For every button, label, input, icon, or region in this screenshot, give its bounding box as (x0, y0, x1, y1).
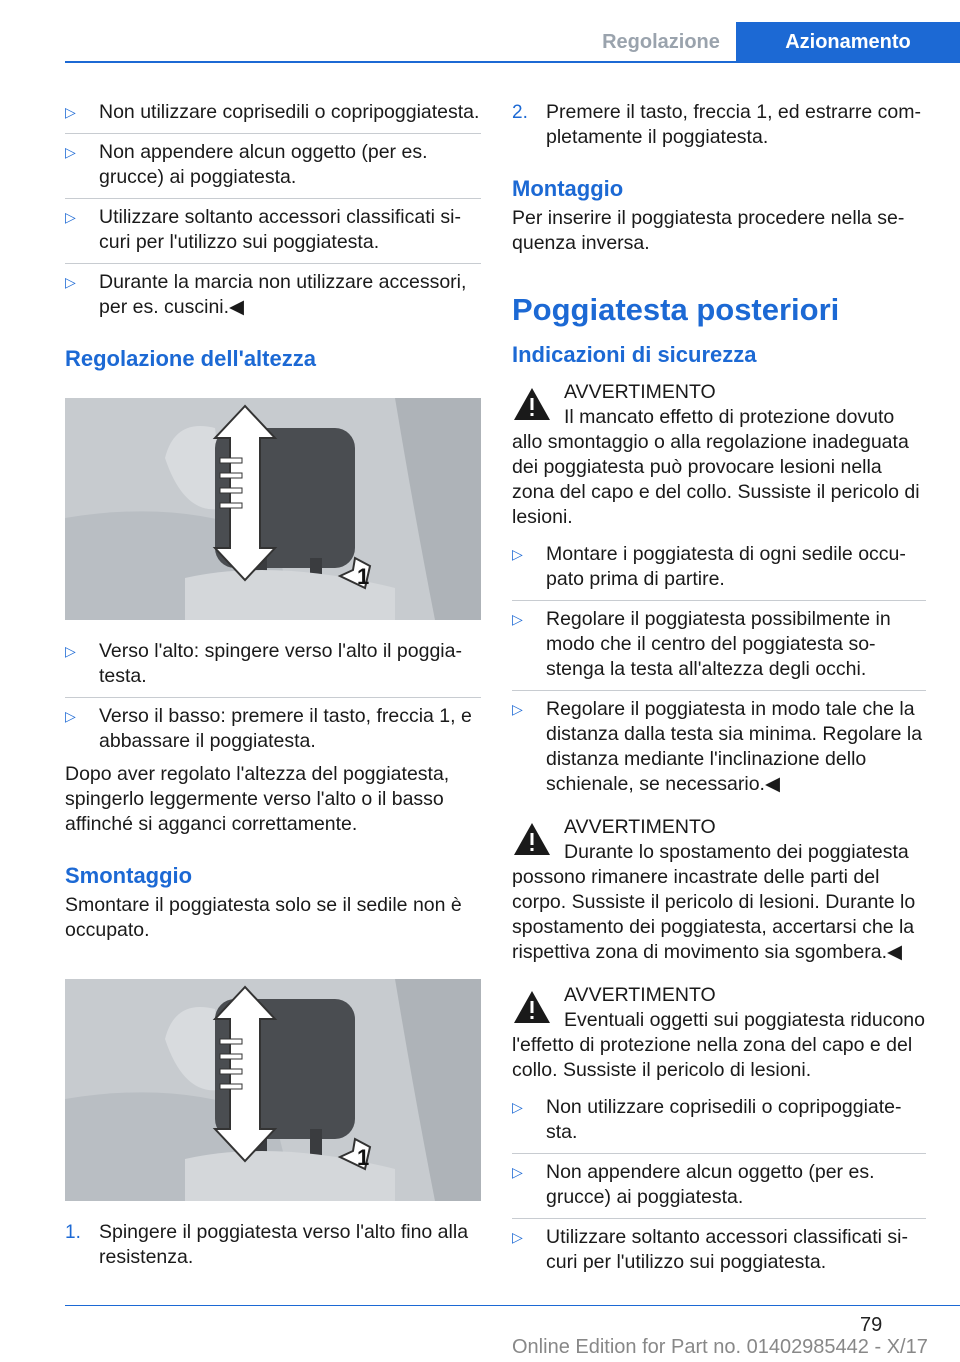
warning-block (512, 815, 926, 965)
bullet-item: ▷ Montare i poggiatesta di ogni sedile occupato prima di partire. (512, 543, 906, 590)
step-item: 2. Premere il tasto, freccia 1, ed estrarre completamente il poggiatesta. (512, 101, 921, 148)
bullet-item: ▷ Durante la marcia non utilizzare accessori, per es. cuscini.◀ (65, 263, 481, 320)
warning-triangle-icon (512, 989, 552, 1025)
bullet-item: ▷ Regolare il poggiatesta in modo tale che la distanza dalla testa sia minima. Regolare la distanza mediante l'inclinazione dello schienale, se necessario.◀ (512, 690, 926, 797)
triangle-bullet-icon: ▷ (65, 643, 76, 659)
triangle-bullet-icon: ▷ (512, 1164, 523, 1180)
headrest-adjust-illustration (65, 398, 481, 620)
triangle-bullet-icon: ▷ (512, 611, 523, 627)
paragraph-montaggio: Per inserire il poggiatesta procedere nella sequenza inversa. (512, 207, 905, 254)
online-edition: Online Edition for Part no. 01402985442 - X/17 (512, 1336, 928, 1358)
heading-poggiatesta-posteriori: Poggiatesta posteriori (512, 292, 840, 327)
triangle-bullet-icon: ▷ (512, 1229, 523, 1245)
triangle-bullet-icon: ▷ (65, 144, 76, 160)
header-rule (65, 61, 960, 63)
arrow-label: 1 (357, 1145, 370, 1170)
heading-regolazione-altezza: Regolazione dell'altezza (65, 346, 316, 371)
bullet-item: ▷ Non appendere alcun oggetto (per es. grucce) ai poggiatesta. (65, 133, 481, 190)
warning-triangle-icon (512, 386, 552, 422)
bullet-item: ▷ Utilizzare soltanto accessori classificati sicuri per l'utilizzo sui poggiatesta. (65, 198, 481, 255)
paragraph-altezza: Dopo aver regolato l'altezza del poggiatesta, spingerlo leggermente verso l'alto o il basso affinché si agganci correttamente. (65, 763, 450, 835)
warning-text: Durante lo spostamento dei poggiatesta possono rimanere incastrate delle parti del corpo. Sussiste il pericolo di lesioni. Durante lo spostamento dei poggiatesta, accertarsi che la rispettiva zona di movimento sia sgombera.◀ (512, 841, 916, 963)
step-item: 1. Spingere il poggiatesta verso l'alto fino alla resistenza. (65, 1221, 469, 1268)
heading-montaggio: Montaggio (512, 176, 624, 201)
footer-rule (65, 1305, 960, 1306)
tab-azionamento[interactable]: Azionamento (736, 22, 960, 62)
triangle-bullet-icon: ▷ (512, 1099, 523, 1115)
bullet-item: ▷ Regolare il poggiatesta possibilmente in modo che il centro del poggiatesta sostenga la testa all'altezza degli occhi. (512, 600, 926, 682)
headrest-removal-illustration (65, 979, 481, 1201)
warning-text: Il mancato effetto di protezione dovuto allo smontaggio o alla regolazione inadeguata dei poggiatesta può provocare lesioni nella zona del capo e del collo. Sussiste il pericolo di lesioni. (512, 406, 920, 528)
heading-indicazioni-sicurezza: Indicazioni di sicurezza (512, 342, 757, 367)
warning-title: AVVERTIMENTO (564, 816, 716, 838)
heading-smontaggio: Smontaggio (65, 863, 193, 888)
bullet-item: ▷ Non utilizzare coprisedili o copripoggiatesta. (512, 1096, 902, 1143)
bullet-item: ▷ Verso il basso: premere il tasto, freccia 1, e abbassare il poggiatesta. (65, 697, 481, 754)
warning-triangle-icon (512, 821, 552, 857)
arrow-label: 1 (357, 564, 370, 589)
triangle-bullet-icon: ▷ (65, 708, 76, 724)
bullet-item: ▷ Non appendere alcun oggetto (per es. grucce) ai poggiatesta. (512, 1153, 926, 1210)
warning-title: AVVERTIMENTO (564, 381, 716, 403)
left-column (65, 100, 481, 1278)
paragraph-smontaggio: Smontare il poggiatesta solo se il sedile non è occupato. (65, 894, 462, 941)
page-number: 79 (860, 1314, 883, 1336)
triangle-bullet-icon: ▷ (512, 701, 523, 717)
bullet-item: ▷ Utilizzare soltanto accessori classificati sicuri per l'utilizzo sui poggiatesta. (512, 1218, 926, 1275)
triangle-bullet-icon: ▷ (65, 209, 76, 225)
warning-text: Eventuali oggetti sui poggiatesta riducono l'effetto di protezione nella zona del capo e del collo. Sussiste il pericolo di lesioni. (512, 1009, 925, 1081)
page-header (0, 0, 960, 62)
warning-block (512, 380, 926, 530)
bullet-item: ▷ Verso l'alto: spingere verso l'alto il poggiatesta. (65, 640, 462, 687)
right-column (512, 100, 926, 1283)
triangle-bullet-icon: ▷ (65, 104, 76, 120)
bullet-item: ▷ Non utilizzare coprisedili o copripoggiatesta. (65, 101, 480, 123)
tab-regolazione[interactable]: Regolazione (602, 31, 720, 53)
warning-block (512, 983, 926, 1083)
triangle-bullet-icon: ▷ (65, 274, 76, 290)
triangle-bullet-icon: ▷ (512, 546, 523, 562)
warning-title: AVVERTIMENTO (564, 984, 716, 1006)
